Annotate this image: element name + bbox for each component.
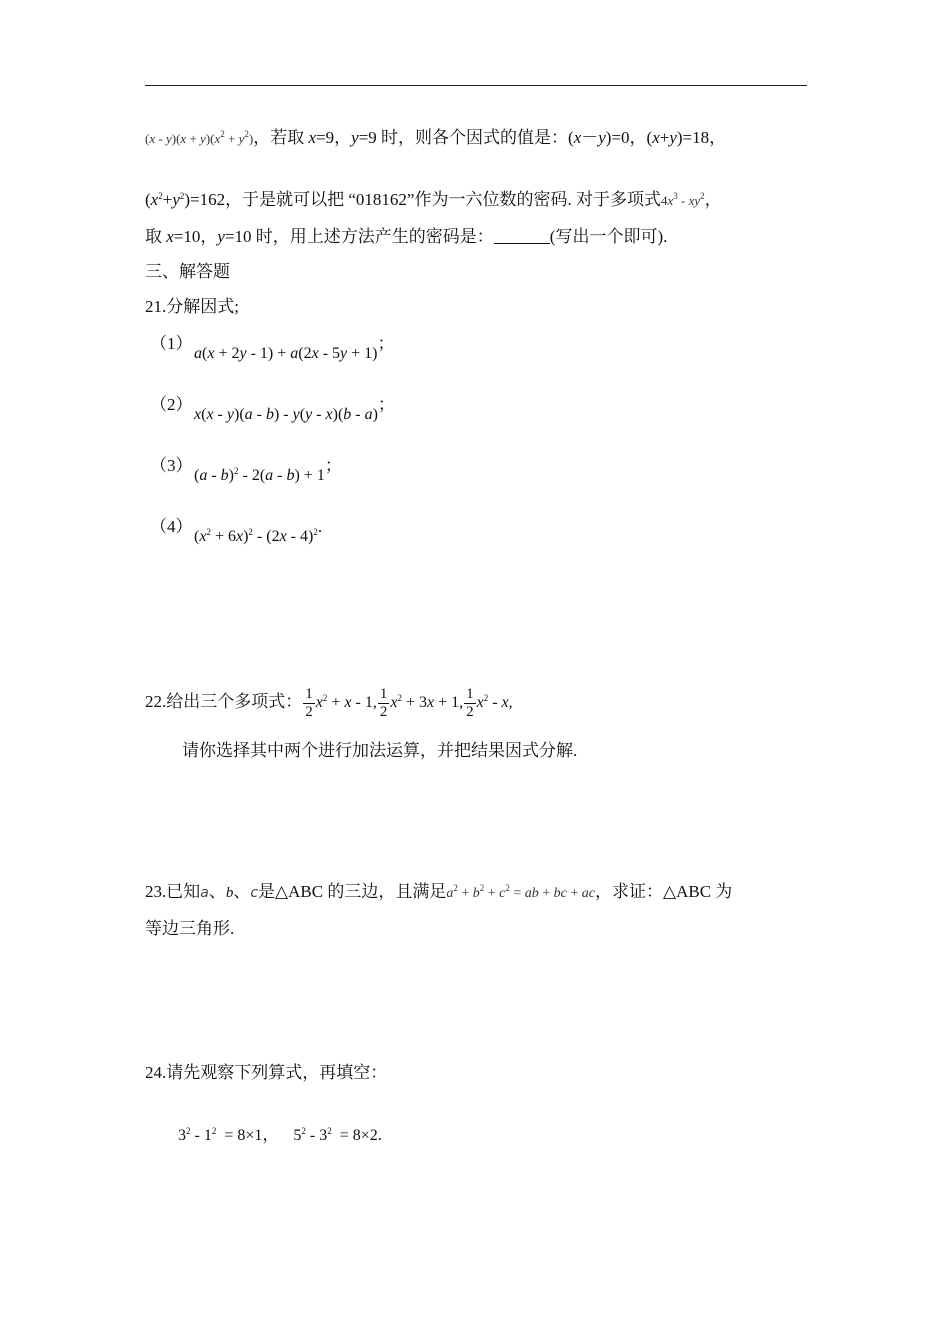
item-end: .	[377, 1125, 382, 1144]
q21-expr-3: (a - b)$^2$ - 2(a - b) + 1	[194, 466, 325, 484]
intro-text: 取	[145, 227, 167, 246]
fraction-half: $\frac{1}{2}$	[466, 685, 474, 720]
q24-equations	[178, 1124, 382, 1147]
var-x: x	[150, 190, 159, 209]
item-end: ；	[324, 456, 342, 475]
intro-text: )=162，于是就可以把 “018162”作为一六位数的密码. 对于多项式	[184, 190, 661, 209]
polynomial-expression: $4x^3 - xy^2$	[660, 191, 705, 208]
q21-item-4	[150, 516, 323, 545]
q21-expr-4: $(x^2 + 6x)^2 - (2x - 4)^2$	[194, 527, 318, 545]
intro-text: (	[145, 190, 151, 209]
separator: 、	[233, 882, 251, 901]
q21-title: 21.分解因式;	[145, 297, 239, 316]
var-x: x	[166, 227, 174, 246]
item-label: （1）	[150, 334, 193, 353]
intro-text: )=0，(	[605, 128, 653, 147]
q21-item-1	[150, 333, 395, 362]
var-x: x	[573, 128, 582, 147]
factored-expression: $(x - y)(x + y)(x^2 + y^2)$	[145, 129, 254, 146]
intro-text: (写出一个即可).	[549, 227, 668, 246]
var-x: x	[652, 128, 660, 147]
intro-text: +	[659, 128, 670, 147]
q24-title: 24.请先观察下列算式，再填空：	[145, 1063, 388, 1082]
q23-text: 23.已知	[145, 882, 201, 901]
q22-title: 22.给出三个多项式：	[145, 692, 303, 711]
intro-text: +	[162, 190, 173, 209]
separator: 、	[208, 882, 226, 901]
q21-expr-2: x(x - y)(a - b) - y(y - x)(b - a)	[194, 406, 378, 423]
var-y: y	[669, 128, 677, 147]
q21-item-3	[150, 455, 342, 484]
item-end: ；	[377, 334, 395, 353]
item-label: （2）	[150, 395, 193, 414]
intro-text: =9，	[316, 128, 352, 147]
q23-equation: $a^2 + b^2 + c^2$ = ab + bc + ac	[446, 883, 596, 901]
q22-instruction: 请你选择其中两个进行加法运算，并把结果因式分解.	[182, 741, 578, 760]
q24-eq-1: $3^2 - 1^2 = 8\times 1$	[178, 1126, 263, 1144]
q22-title-line	[145, 680, 513, 725]
var-y: y	[217, 227, 225, 246]
var-a: a	[200, 885, 209, 901]
item-label: （4）	[150, 517, 193, 536]
var-x: x	[308, 128, 317, 147]
answer-blank[interactable]	[494, 227, 550, 244]
var-y: y	[351, 128, 359, 147]
intro-line-3	[145, 226, 667, 248]
intro-line-2: $(x^2+y^2)=162$，于是就可以把 “018162”作为一六位数的密码. 对于多项式$4x^3 - xy^2$，	[145, 190, 722, 209]
q23-text: 是△ABC 的三边，且满足	[258, 882, 447, 901]
intro-text: ，若取	[253, 128, 309, 147]
var-y: y	[598, 128, 606, 147]
q21-expr-1: a(x + 2y - 1) + a(2x - 5y + 1)	[194, 345, 378, 362]
q22-polynomials: $\frac{1}{2}$ $x^2 + x - 1$, $\frac{1}{2}$ $x^2 + 3x + 1$, $\frac{1}{2}$ $x^2$ - x,	[305, 685, 513, 720]
q23-line-1	[145, 881, 732, 905]
q21-item-2	[150, 394, 395, 423]
q23-text: ，求证：△ABC 为	[595, 882, 733, 901]
intro-text: =10，	[173, 227, 218, 246]
intro-text: =10 时，用上述方法产生的密码是：	[224, 227, 494, 246]
header-rule	[145, 85, 807, 86]
intro-text: =9 时，则各个因式的值是：(	[358, 128, 574, 147]
var-b: b	[225, 885, 234, 901]
fraction-half: $\frac{1}{2}$	[305, 685, 313, 720]
intro-text: －	[581, 128, 599, 147]
q23-line-2: 等边三角形.	[145, 919, 235, 938]
item-end: ；	[377, 395, 395, 414]
fraction-half: $\frac{1}{2}$	[379, 685, 388, 720]
intro-text: ，	[704, 190, 722, 209]
section-title: 三、解答题	[145, 262, 230, 281]
var-c: c	[250, 885, 259, 901]
intro-text: )=18，	[676, 128, 727, 147]
var-y: y	[172, 190, 180, 209]
item-end: .	[317, 517, 323, 536]
intro-line-1	[145, 127, 726, 150]
q24-eq-2: $5^2 - 3^2 = 8\times 2$	[293, 1126, 378, 1144]
separator: ，	[262, 1125, 280, 1144]
item-label: （3）	[150, 456, 193, 475]
